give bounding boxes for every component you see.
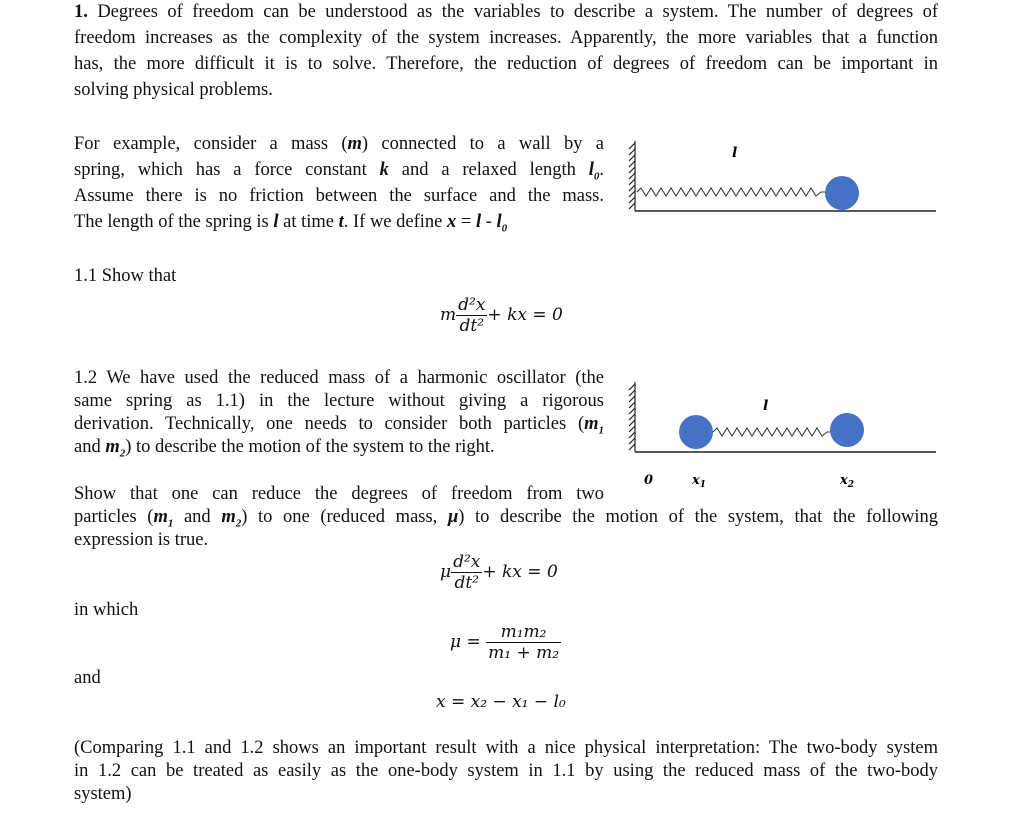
s12-line-2: same spring as 1.1) in the lecture without giving a rigorous [74,391,604,411]
closing-line-3: system) [74,784,132,804]
spring-length-label: l [732,145,738,161]
intro-line-4: solving physical problems. [74,80,273,100]
problem-number: 1. [74,2,88,22]
example-line-1: For example, consider a mass (m) connected to a wall by a [74,134,604,154]
in-which-label: in which [74,600,139,620]
mass-1-ball [679,415,713,449]
show-line-1: Show that one can reduce the degrees of freedom from two [74,484,604,504]
section-1-1-label: 1.1 Show that [74,266,177,286]
and-label: and [74,668,101,688]
intro-line-3: has, the more difficult it is to solve. Therefore, the reduction of degrees of freedom can be important in [74,54,938,74]
closing-line-2: in 1.2 can be treated as easily as the one-body system in 1.1 by using the reduced mass of the two-body [74,761,938,781]
example-line-4: The length of the spring is l at time t. If we define $x = l - l_0$ [74,212,508,235]
wall [629,141,635,211]
equation-1: m $\frac{\text{d²x}}{\text{dt²}}$ + kx = 0 [440,295,563,336]
s12-line-3: derivation. Technically, one needs to consider both particles ($m_1$ [74,414,604,437]
x1-label: $x_1$ [692,473,707,488]
equation-3: μ = $\frac{\text{m₁m₂}}{\text{m₁ + m₂}}$ [450,622,560,663]
mass-ball [825,176,859,210]
mass-2-ball [830,413,864,447]
s12-line-4: and $m_2$) to describe the motion of the system to the right. [74,437,495,460]
s12-line-1: 1.2 We have used the reduced mass of a harmonic oscillator (the [74,368,604,388]
show-line-3: expression is true. [74,530,209,550]
equation-2: μ $\frac{\text{d²x}}{\text{dt²}}$ + kx = 0 [440,552,558,593]
intro-line-1: 1. Degrees of freedom can be understood as the variables to describe a system. The number of degrees of [74,2,938,22]
example-line-2: spring, which has a force constant k and a relaxed length $l_0$. [74,160,604,183]
wall [629,382,635,452]
spring [637,188,825,196]
spring [713,428,832,436]
spring-length-label: l [763,398,769,414]
show-line-2: particles ($m_1$ and $m_2$) to one (reduced mass, μ) to describe the motion of the system, that the following [74,507,939,530]
x2-label: $x_2$ [840,473,855,488]
intro-line-2: freedom increases as the complexity of the system increases. Apparently, the more variables that a function [74,28,938,48]
example-line-3: Assume there is no friction between the surface and the mass. [74,186,604,206]
origin-label: 0 [644,473,654,488]
two-body-diagram [620,378,940,488]
spring-mass-diagram [620,135,940,215]
equation-4: x = x₂ − x₁ − l₀ [436,692,566,712]
closing-line-1: (Comparing 1.1 and 1.2 shows an important result with a nice physical interpretation: The two-body system [74,738,938,758]
